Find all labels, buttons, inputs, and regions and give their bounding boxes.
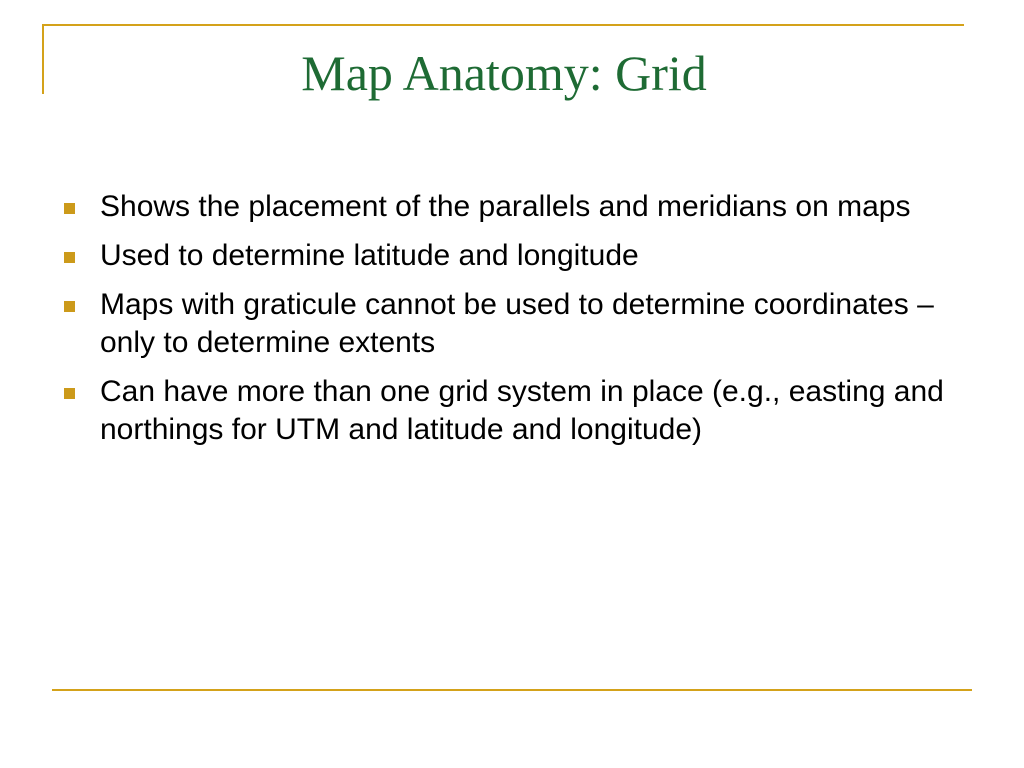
slide-title: Map Anatomy: Grid <box>301 45 707 101</box>
bullet-item <box>62 286 962 362</box>
bullet-item <box>62 373 962 449</box>
bullet-item <box>62 237 962 275</box>
bullet-item <box>62 188 962 226</box>
square-bullet-icon <box>64 388 75 399</box>
bullet-text: Shows the placement of the parallels and meridians on maps <box>100 190 911 223</box>
bullet-text: Used to determine latitude and longitude <box>100 239 639 272</box>
bottom-rule <box>52 689 972 691</box>
square-bullet-icon <box>64 203 75 214</box>
bullet-text: Maps with graticule cannot be used to determine coordinates – only to determine extents <box>100 288 934 359</box>
bullet-list <box>62 188 962 460</box>
top-rule <box>42 24 964 26</box>
bullet-text: Can have more than one grid system in place (e.g., easting and northings for UTM and latitude and longitude) <box>100 375 944 446</box>
square-bullet-icon <box>64 301 75 312</box>
square-bullet-icon <box>64 252 75 263</box>
